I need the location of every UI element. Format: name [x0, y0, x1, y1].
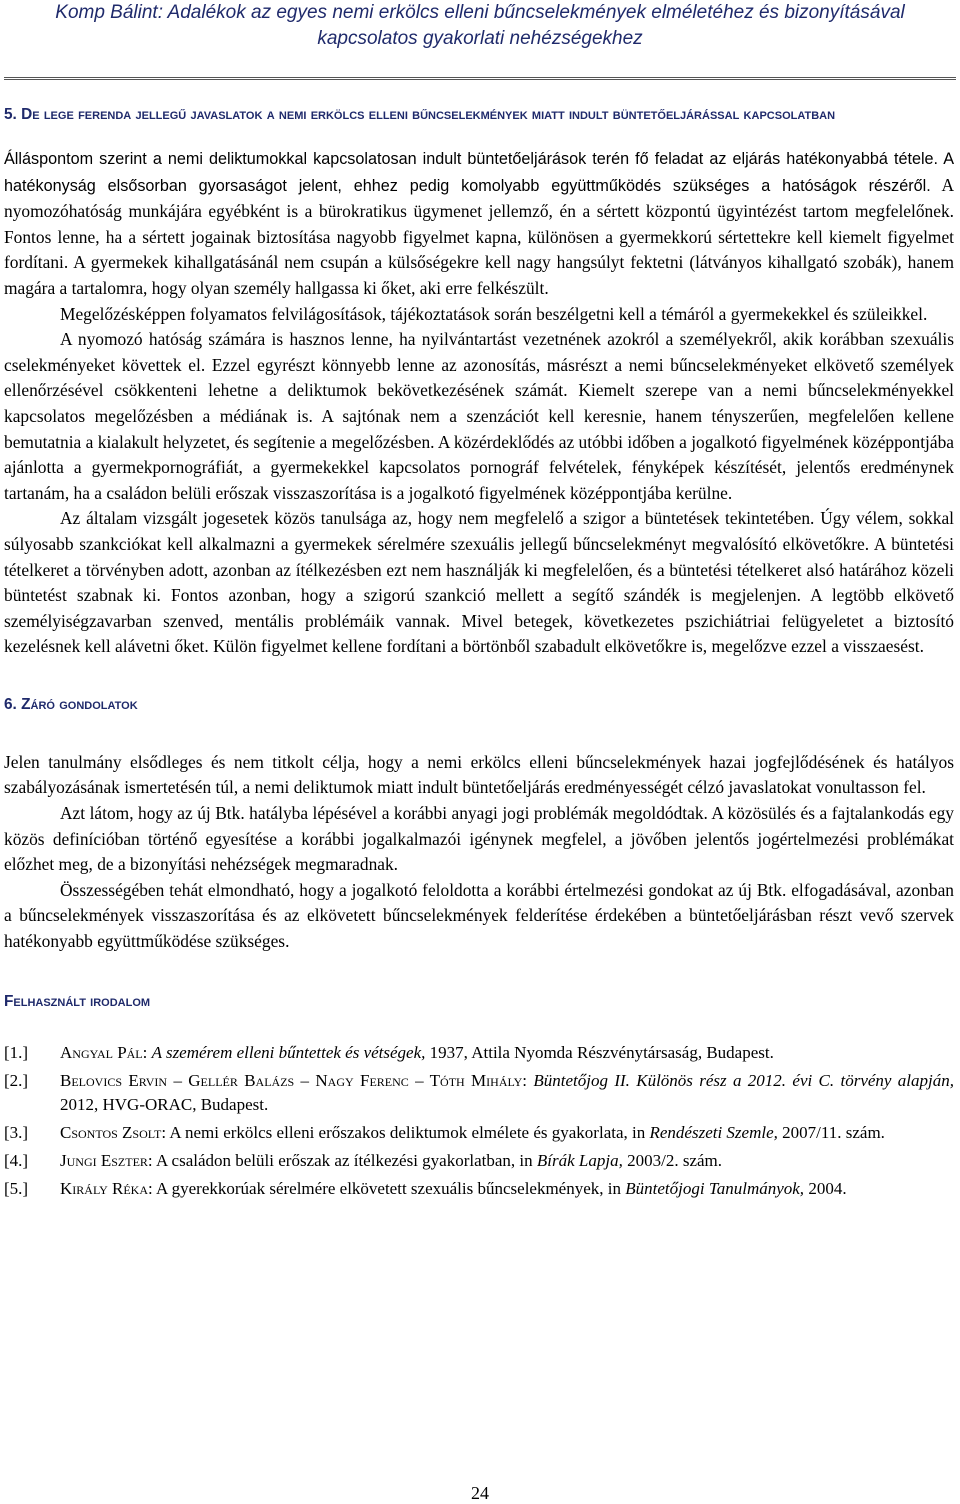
- reference-pre: A nemi erkölcs elleni erőszakos deliktumok elmélete és gyakorlata, in: [166, 1122, 650, 1142]
- reference-author: Csontos Zsolt:: [60, 1122, 167, 1142]
- reference-number: [2.]: [4, 1070, 29, 1090]
- page-number: 24: [471, 1483, 489, 1503]
- reference-author: Angyal Pál:: [60, 1042, 148, 1062]
- section-6-paragraph-3: Összességében tehát elmondható, hogy a jogalkotó feloldotta a korábbi értelmezési gondokat az új Btk. elfogadásával, azonban a bűncselekmények visszaszorítása és az elkövetett bűncselekmények felderítése érdekében a büntetőeljárásban részt vevő szervek hatékonyabb együttműködése szükséges.: [4, 879, 954, 952]
- section-5-paragraph-1: [4, 146, 954, 302]
- section-5-heading: 5. De lege ferenda jellegű javaslatok a nemi erkölcs elleni bűncselekmények miatt indult büntetőeljárással kapcsolatban: [4, 106, 836, 123]
- running-header: [0, 0, 960, 52]
- section-5-paragraph-4: Az általam vizsgált jogesetek közös tanulsága az, hogy nem megfelelő a szigor a büntetések tekintetében. Úgy vélem, sokkal súlyosabb szankciókat kell alkalmazni a gyermekek sérelmére szexuális jellegű bűncselekményt megvalósító elkövetőkre. A büntetési tételkeret a törvényben adott, azonban az ítélkezésben ezt nem használják ki megfelelően, és a büntetési tételkeret alsó határához közeli büntetést szabnak ki. Fontos azonban, hogy a szigorú szankció mellett a segítő szándék is megjelenjen. A legtöbb elkövető személyiségzavarban szenved, mentális problémáik vannak. Mivel betegek, következetes pszichiátriai felügyeletet a biztosító kezelésnek kell alávetni őket. Külön figyelmet kellene fordítani a börtönből szabadult elkövetőkre is, megelőzve ezzel a visszaesést.: [4, 508, 954, 657]
- section-6-heading: 6. Záró gondolatok: [4, 695, 138, 713]
- reference-author: Király Réka:: [60, 1178, 153, 1198]
- reference-author: Jungi Eszter:: [60, 1150, 153, 1170]
- reference-title: Rendészeti Szemle,: [649, 1122, 778, 1142]
- reference-rest: 2007/11. szám.: [777, 1122, 885, 1142]
- reference-rest: 2003/2. szám.: [622, 1150, 723, 1170]
- reference-number: [3.]: [4, 1122, 29, 1142]
- reference-rest: 2012, HVG-ORAC, Budapest.: [60, 1094, 269, 1114]
- reference-pre: A családon belüli erőszak az ítélkezési gyakorlatban, in: [152, 1150, 537, 1170]
- header-rule: [4, 77, 956, 80]
- section-6-paragraph-2: Azt látom, hogy az új Btk. hatályba lépésével a korábbi anyagi jogi problémák megoldódtak. A közösülés és a fajtalankodás egy közös definícióban történő egyesítése a korábbi jogalkalmazói igénynek megfelel, a jövőben jelentős jogértelmezési problémákat előzhet meg, de a bizonyítási nehézségek megmaradnak.: [4, 803, 954, 875]
- reference-rest: 1937, Attila Nyomda Részvénytársaság, Budapest.: [425, 1042, 774, 1062]
- section-6-paragraph-1: Jelen tanulmány elsődleges és nem titkolt célja, hogy a nemi erkölcs elleni bűncselekmények hazai jogfejlődésének és hatályos szabályozásának ismertetésén túl, a nemi deliktumok miatt indult büntetőeljárás eredményességét célzó javaslatokat vonultasson fel.: [4, 751, 954, 798]
- paragraph-1-sans-run: Álláspontom szerint a nemi deliktumokkal kapcsolatosan indult büntetőeljárások terén fő feladat az eljárás hatékonyabbá tétele. A hatékonyság elsősorban gyorsaságot jelent, ehhez pedig komolyabb együttműködés szükséges a hatóságok részéről.: [4, 150, 954, 195]
- reference-rest: 2004.: [804, 1178, 847, 1198]
- references-heading: Felhasznált irodalom: [4, 992, 151, 1010]
- reference-number: [5.]: [4, 1178, 29, 1198]
- reference-item: [4, 1069, 954, 1117]
- header-line-2: kapcsolatos gyakorlati nehézségekhez: [317, 28, 643, 49]
- reference-pre: A gyerekkorúak sérelmére elkövetett szexuális bűncselekmények, in: [152, 1178, 626, 1198]
- reference-title: Bírák Lapja,: [536, 1150, 623, 1170]
- reference-item: [4, 1041, 954, 1065]
- body-column: [4, 104, 954, 1205]
- paragraph-1-serif-run: A nyomozóhatóság munkájára egyébként is a bürokratikus ügymenet jellemző, én a sértett központú ügyintézést tartom megfelelőnek. Fontos lenne, ha a sértett jogainak biztosítása nagyobb figyelmet kapna, különösen a gyermekkorú sértettekre kell kiemelt figyelmet fordítani. A gyermekek kihallgatásánál nem csupán a külsőségekre kell nagy hangsúlyt fektetni (látványos kihallgató szobák), hanem magára a tartalomra, hogy olyan személy hallgassa ki őket, aki erre felkészült.: [4, 174, 955, 298]
- header-line-1: Komp Bálint: Adalékok az egyes nemi erkölcs elleni bűncselekmények elméletéhez és bizonyításával: [55, 2, 905, 23]
- reference-number: [4.]: [4, 1150, 29, 1170]
- reference-item: [4, 1149, 954, 1173]
- reference-title: A szemérem elleni bűntettek és vétségek,: [151, 1042, 426, 1062]
- reference-number: [1.]: [4, 1042, 29, 1062]
- section-5-paragraph-2: Megelőzésképpen folyamatos felvilágosítások, tájékoztatások során beszélgetni kell a témáról a gyermekekkel és szüleikkel.: [60, 303, 928, 324]
- reference-item: [4, 1121, 954, 1145]
- reference-title: Büntetőjog II. Különös rész a 2012. évi C. törvény alapján,: [533, 1070, 954, 1090]
- reference-item: [4, 1177, 954, 1201]
- section-5-paragraph-3: A nyomozó hatóság számára is hasznos lenne, ha nyilvántartást vezetnének azokról a személyekről, akik korábban szexuális cselekményeket követtek el. Ezzel egyrészt könnyebb lenne az azonosítás, másrészt a nemi bűncselekményeket elkövető személyek ellenőrzésével csökkenteni lehetne a deliktumok bekövetkezésének számát. Kiemelt szerepe van a nemi bűncselekményekkel kapcsolatos megelőzésben a médiának is. A sajtónak nem a szenzációt kell keresnie, hanem tényszerűen, megfelelően kellene bemutatnia a kialakult helyzetet, és segítenie a megelőzésben. A közérdeklődés az utóbbi időben a jogalkotó figyelmének középpontjába ajánlotta a gyermekpornográfiát, a gyermekekkel kapcsolatos pornográf felvételek, fényképek készítését, jelentős eredménynek tartanám, ha a családon belüli erőszak visszaszorítása is a jogalkotó figyelmének középpontjába kerülne.: [4, 329, 954, 503]
- reference-author: Belovics Ervin – Gellér Balázs – Nagy Ferenc – Tóth Mihály:: [60, 1070, 528, 1090]
- reference-title: Büntetőjogi Tanulmányok,: [625, 1178, 805, 1198]
- reference-list: [4, 1041, 954, 1201]
